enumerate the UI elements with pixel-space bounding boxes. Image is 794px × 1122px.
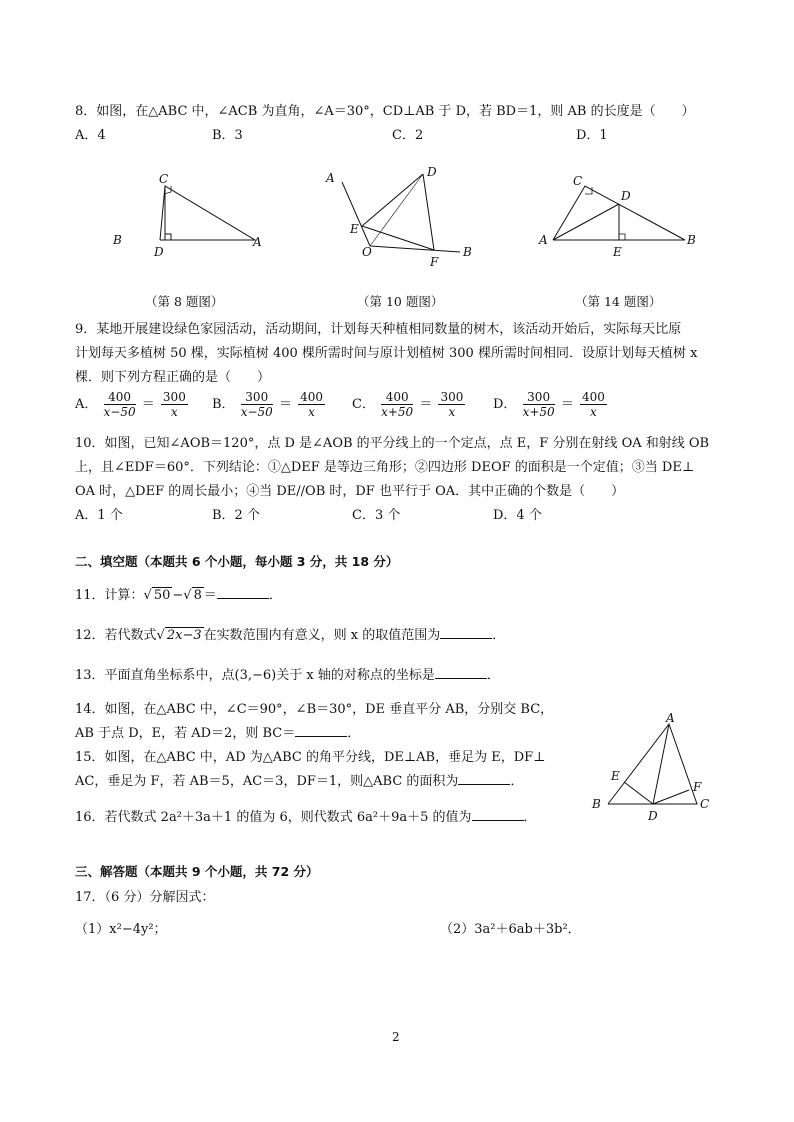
fig10-label-d: D <box>427 165 437 179</box>
fig14-label-e: E <box>613 245 622 259</box>
fig14-label-a: A <box>539 233 548 247</box>
q13-answer-blank[interactable] <box>435 666 487 679</box>
fig8-label-c: C <box>159 172 169 186</box>
q15-line2: AC，垂足为 F，若 AB＝5，AC＝3，DF＝1，则△ABC 的面积为 ． <box>75 774 524 789</box>
fig15-label-c: C <box>700 797 710 811</box>
q16: 16．若代数式 2a²＋3a＋1 的值为 6，则代数式 6a²＋9a＋5 的值为 ． <box>75 810 537 825</box>
q8-option-a: A．4 <box>75 128 106 143</box>
fig8-caption: （第 8 题图） <box>145 294 224 309</box>
fig14-label-b: B <box>687 233 696 247</box>
fig15-label-e: E <box>611 769 620 783</box>
q10-option-d: D．4 个 <box>493 508 542 523</box>
q9-option-c: C． $\frac{400}{x+50}$ ＝ $\frac{300}{x}$ <box>352 390 464 419</box>
q15-answer-blank[interactable] <box>458 772 510 785</box>
fig14-label-d: D <box>621 189 631 203</box>
q10-option-a: A．1 个 <box>75 508 123 523</box>
q16-answer-blank[interactable] <box>472 808 524 821</box>
q17-part1: （1）x²−4y²； <box>75 922 167 937</box>
section2-heading: 二、填空题（本题共 6 个小题，每小题 3 分，共 18 分） <box>75 554 399 569</box>
fig10-label-b: B <box>463 245 472 259</box>
q11: 11．计算：√ 50 −√ 8 ＝ ． <box>75 588 282 603</box>
q14-line1: 14．如图，在△ABC 中，∠C＝90°，∠B＝30°，DE 垂直平分 AB，分别交 BC， <box>75 702 554 717</box>
q10-line1: 10．如图，已知∠AOB＝120°，点 D 是∠AOB 的平分线上的一个定点，点 E，F 分别在射线 OA 和射线 OB <box>75 436 710 451</box>
q12-answer-blank[interactable] <box>440 626 492 639</box>
fig8-diagram <box>105 170 275 270</box>
q9-option-d: D． $\frac{300}{x+50}$ ＝ $\frac{400}{x}$ <box>493 390 605 419</box>
q8-option-b: B．3 <box>212 128 243 143</box>
q8-option-c: C．2 <box>392 128 424 143</box>
q9-option-b: B． $\frac{300}{x-50}$ ＝ $\frac{400}{x}$ <box>212 390 323 419</box>
q9-option-a: A． $\frac{400}{x-50}$ ＝ $\frac{300}{x}$ <box>75 390 186 419</box>
fig10-label-f: F <box>430 255 439 269</box>
fig10-diagram <box>320 160 480 270</box>
fig8-label-d: D <box>154 245 164 259</box>
q12: 12．若代数式√ 2x−3 在实数范围内有意义，则 x 的取值范围为 ． <box>75 628 506 643</box>
q17-part2: （2）3a²＋6ab＋3b²． <box>440 922 581 937</box>
q13: 13．平面直角坐标系中，点(3,−6)关于 x 轴的对称点的坐标是 ． <box>75 668 500 683</box>
q10-option-b: B．2 个 <box>212 508 260 523</box>
q9-line3: 棵．则下列方程正确的是（ ） <box>75 370 271 385</box>
fig10-caption: （第 10 题图） <box>357 294 444 309</box>
fig15-label-a: A <box>666 711 675 725</box>
page-number: 2 <box>392 1030 400 1044</box>
q10-line2: 上，且∠EDF＝60°．下列结论：①△DEF 是等边三角形；②四边形 DEOF 的面积是一个定值；③当 DE⊥ <box>75 460 695 475</box>
q9-line2: 计划每天多植树 50 棵，实际植树 400 棵所需时间与原计划植树 300 棵所需时间相同．设原计划每天植树 x <box>75 346 698 361</box>
q9-line1: 9．某地开展建设绿色家园活动，活动期间，计划每天种植相同数量的树木，该活动开始后，实际每天比原 <box>75 322 682 337</box>
q10-line3: OA 时，△DEF 的周长最小；④当 DE//OB 时，DF 也平行于 OA．其中正确的个数是（ ） <box>75 484 625 499</box>
fig15-label-f: F <box>693 780 702 794</box>
fig15-label-d: D <box>648 809 658 823</box>
q15-line1: 15．如图，在△ABC 中，AD 为△ABC 的角平分线，DE⊥AB，垂足为 E，DF⊥ <box>75 750 546 765</box>
fig10-label-e: E <box>350 222 359 236</box>
q11-answer-blank[interactable] <box>217 586 269 599</box>
q17-stem: 17．（6 分）分解因式： <box>75 890 215 905</box>
fig14-diagram <box>535 170 705 265</box>
fig10-label-a: A <box>326 171 335 185</box>
q8-stem: 8．如图，在△ABC 中，∠ACB 为直角，∠A＝30°，CD⊥AB 于 D，若 BD＝1，则 AB 的长度是（ ） <box>75 104 695 119</box>
fig14-caption: （第 14 题图） <box>575 294 662 309</box>
fig8-label-a: A <box>253 235 262 249</box>
fig10-label-o: O <box>362 245 372 259</box>
fig15-label-b: B <box>592 797 601 811</box>
q14-answer-blank[interactable] <box>295 724 347 737</box>
q10-option-c: C．3 个 <box>352 508 401 523</box>
section3-heading: 三、解答题（本题共 9 个小题，共 72 分） <box>75 864 319 879</box>
q8-option-d: D．1 <box>576 128 608 143</box>
q14-line2: AB 于点 D，E，若 AD＝2，则 BC＝ ． <box>75 726 361 741</box>
fig14-label-c: C <box>573 174 583 188</box>
fig8-label-b: B <box>113 233 122 247</box>
fig15-diagram <box>585 708 720 826</box>
